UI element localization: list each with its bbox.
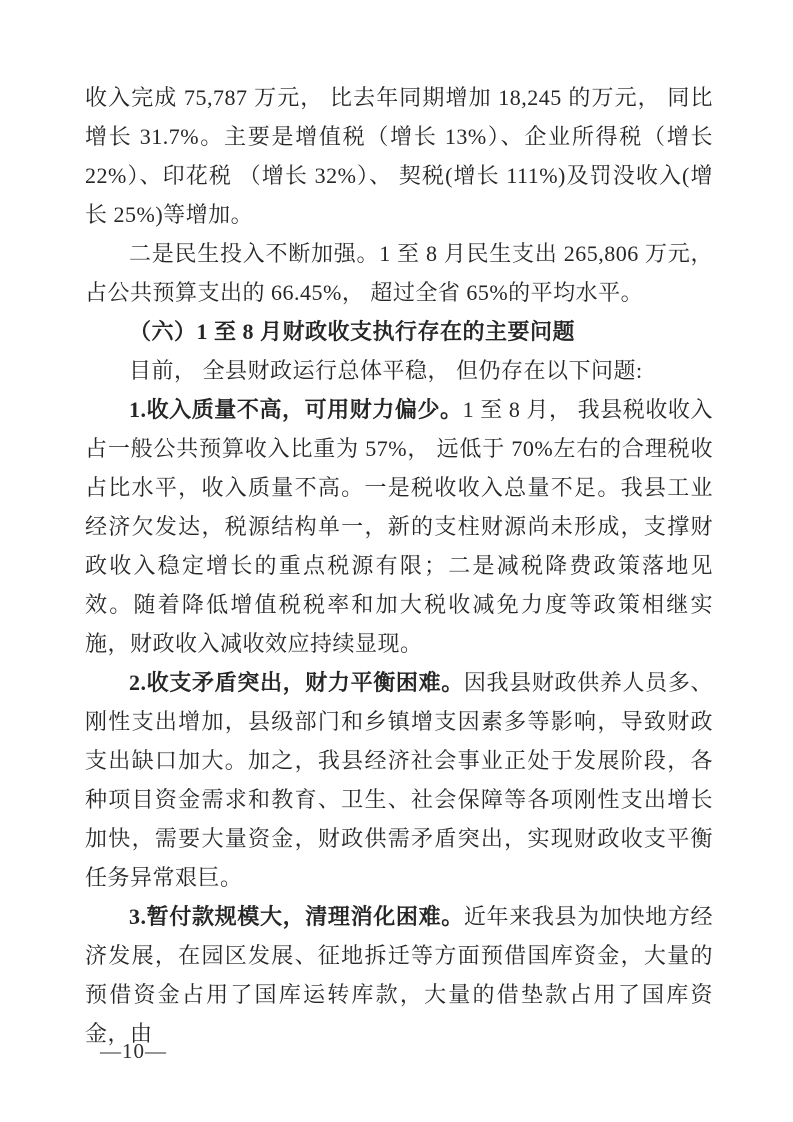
problem-3-text: 近年来我县为加快地方经济发展，在园区发展、征地拆迁等方面预借国库资金，大量的预借资金占用了国库运转库款，大量的借垫款占用了国库资金，由 — [85, 904, 713, 1046]
section-heading-six: （六）1 至 8 月财政收支执行存在的主要问题 — [129, 319, 576, 344]
problem-1-lead: 1.收入质量不高，可用财力偏少。 — [129, 397, 463, 422]
paragraph-livelihood-investment: 二是民生投入不断加强。1 至 8 月民生支出 265,806 万元，占公共预算支出的 66.45%， 超过全省 65%的平均水平。 — [85, 241, 713, 305]
page-number: —10— — [100, 1039, 167, 1063]
problem-2-lead: 2.收支矛盾突出，财力平衡困难。 — [129, 670, 464, 695]
paragraph-revenue-continuation: 收入完成 75,787 万元， 比去年同期增加 18,245 的万元， 同比增长 31.7%。主要是增值税（增长 13%）、企业所得税（增长 22%）、印花税 （增长 32%）、 契税(增长 111%)及罚没收入(增长 25%)等增加。 — [85, 85, 713, 227]
paragraph-problem-3 — [85, 897, 713, 1053]
problem-3-lead: 3.暂付款规模大，清理消化困难。 — [129, 904, 464, 929]
problem-1-text: 1 至 8 月， 我县税收收入占一般公共预算收入比重为 57%， 远低于 70%左右的合理税收占比水平，收入质量不高。一是税收收入总量不足。我县工业经济欠发达，税源结构单一，新的支柱财源尚未形成，支撑财政收入稳定增长的重点税源有限；二是减税降费政策落地见效。随着降低增值税税率和加大税收减免力度等政策相继实施，财政收入减收效应持续显现。 — [85, 397, 713, 656]
paragraph-problem-2 — [85, 663, 713, 897]
problem-2-text: 因我县财政供养人员多、刚性支出增加，县级部门和乡镇增支因素多等影响，导致财政支出缺口加大。加之，我县经济社会事业正处于发展阶段，各种项目资金需求和教育、卫生、社会保障等各项刚性支出增长加快，需要大量资金，财政供需矛盾突出，实现财政收支平衡任务异常艰巨。 — [85, 670, 713, 890]
document-body — [85, 78, 713, 1053]
paragraph-problem-1 — [85, 390, 713, 663]
paragraph-overview: 目前， 全县财政运行总体平稳， 但仍存在以下问题: — [129, 358, 643, 383]
